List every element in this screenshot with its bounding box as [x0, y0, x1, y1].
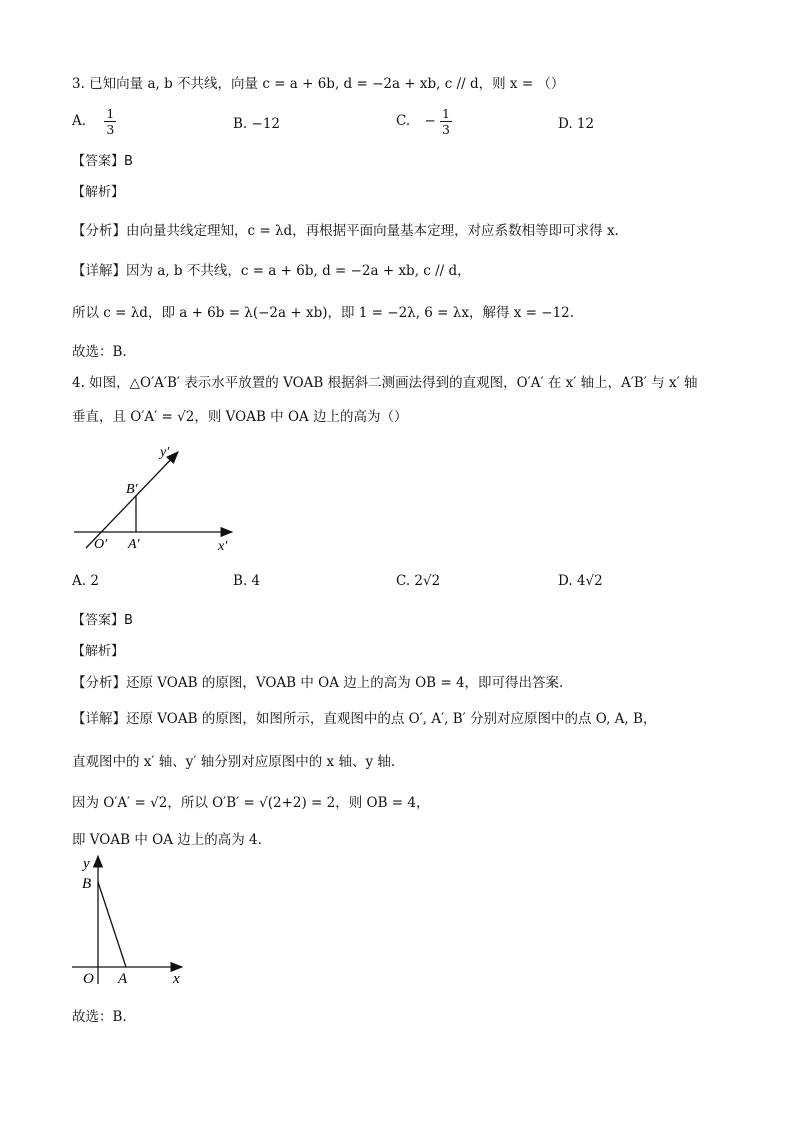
q4-analysis-heading: 【解析】: [72, 644, 125, 659]
q3-analysis-heading: 【解析】: [72, 185, 125, 200]
segment-ba: [98, 882, 126, 967]
q3-answer: 【答案】B: [72, 154, 133, 169]
q4-original-diagram: [72, 852, 202, 992]
q3-detail-2: 所以 c = λd，即 a + 6b = λ(−2a + xb)，即 1 = −2λ, 6 = λx，解得 x = −12.: [72, 305, 575, 321]
q3-option-c-sign: −: [424, 113, 436, 129]
q3-option-a-numerator: 1: [106, 106, 115, 121]
q3-option-c-numerator: 1: [442, 106, 450, 121]
q3-option-a: [72, 106, 116, 137]
label-b-prime: B′: [126, 482, 138, 497]
q4-detail-1: 【详解】还原 VOAB 的原图，如图所示，直观图中的点 O′, A′, B′ 分别对应原图中的点 O, A, B，: [72, 711, 657, 727]
label-x: x: [173, 971, 180, 987]
q3-option-a-label: A.: [72, 113, 87, 129]
label-a-prime: A′: [128, 537, 140, 552]
q3-option-d: D. 12: [558, 116, 595, 132]
q4-detail-4: 即 VOAB 中 OA 边上的高为 4.: [72, 832, 262, 848]
q3-stem: 3. 已知向量 a, b 不共线，向量 c = a + 6b, d = −2a + xb, c // d，则 x = （）: [72, 76, 565, 92]
y-prime-axis: [86, 452, 178, 548]
q3-option-c: [396, 106, 452, 137]
q4-detail-3: 因为 O′A′ = √2，所以 O′B′ = √(2+2) = 2，则 OB = 4，: [72, 795, 430, 811]
label-y-prime: y′: [160, 445, 170, 460]
q4-analysis: 【分析】还原 VOAB 的原图，VOAB 中 OA 边上的高为 OB = 4，即可得出答案.: [72, 675, 564, 691]
q4-stem-line-2: 垂直，且 O′A′ = √2，则 VOAB 中 OA 边上的高为（）: [72, 409, 408, 425]
q4-stem-line-1: 4. 如图，△O′A′B′ 表示水平放置的 VOAB 根据斜二测画法得到的直观图，O′A′ 在 x′ 轴上，A′B′ 与 x′ 轴: [72, 375, 698, 391]
q4-option-a: A. 2: [72, 573, 99, 589]
q4-option-b: B. 4: [233, 573, 261, 589]
q3-option-a-fraction: [104, 106, 116, 137]
q3-option-a-denominator: 3: [106, 122, 115, 137]
q3-detail-1: 【详解】因为 a, b 不共线，c = a + 6b, d = −2a + xb, c // d，: [72, 263, 471, 279]
q4-oblique-diagram: [66, 440, 266, 560]
label-a: A: [118, 971, 128, 987]
label-o-prime: O′: [94, 537, 108, 552]
q3-choose: 故选：B.: [72, 344, 127, 360]
q4-option-c: C. 2√2: [396, 573, 441, 589]
q4-choose: 故选：B.: [72, 1009, 127, 1025]
q3-option-c-denominator: 3: [442, 122, 450, 137]
q4-option-d: D. 4√2: [558, 573, 603, 589]
q3-option-c-label: C.: [396, 113, 411, 129]
label-x-prime: x′: [218, 539, 228, 554]
q4-answer: 【答案】B: [72, 613, 133, 628]
label-o: O: [83, 971, 94, 987]
q4-detail-2: 直观图中的 x′ 轴、y′ 轴分别对应原图中的 x 轴、y 轴.: [72, 754, 396, 770]
q3-option-c-fraction: [440, 106, 452, 137]
label-y: y: [83, 856, 90, 872]
q3-option-b: B. −12: [233, 116, 280, 132]
q3-analysis: 【分析】由向量共线定理知，c = λd，再根据平面向量基本定理，对应系数相等即可求得 x.: [72, 223, 619, 239]
label-b: B: [82, 876, 92, 892]
